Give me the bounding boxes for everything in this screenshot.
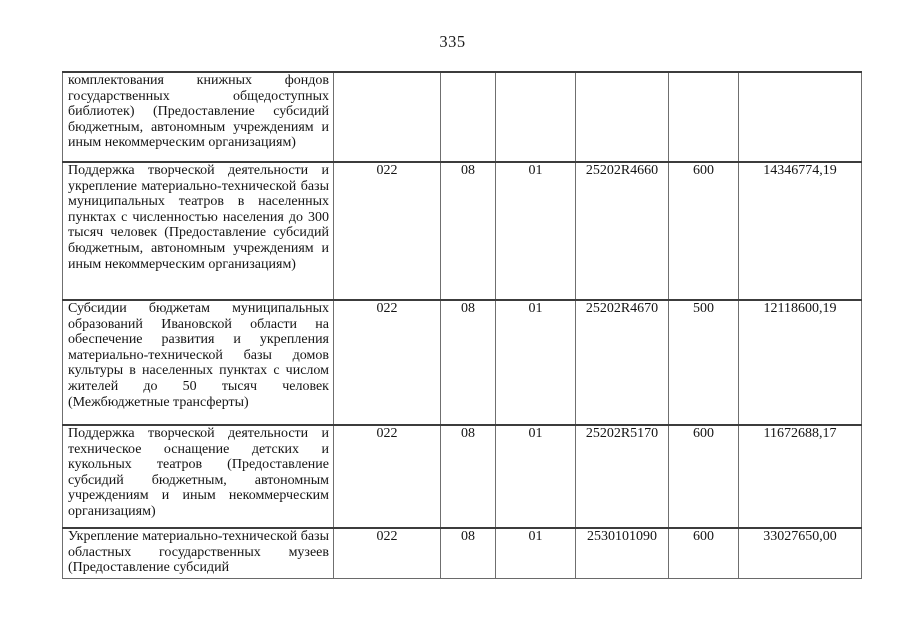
budget-table [62, 71, 862, 579]
code-cell: 022 [334, 528, 441, 578]
code-cell [334, 72, 441, 162]
table-row [63, 162, 862, 300]
table-row [63, 425, 862, 528]
amount-cell [739, 72, 862, 162]
table-row [63, 72, 862, 162]
table-row [63, 528, 862, 578]
program-name-cell: Субсидии бюджетам муниципальных образований Ивановской области на обеспечение развития и укрепления материально-технической базы домов культуры в населенных пунктах с числом жителей до 50 тысяч человек (Межбюджетные трансферты) [63, 300, 334, 425]
code-cell: 08 [441, 528, 496, 578]
code-cell: 01 [496, 300, 576, 425]
program-name-cell: Поддержка творческой деятельности и укрепление материально-технической базы муниципальных театров в населенных пунктах с численностью населения до 300 тысяч человек (Предоставление субсидий бюджетным, автономным учреждениям и иным некоммерческим организациям) [63, 162, 334, 300]
code-cell: 022 [334, 300, 441, 425]
expense-type-cell: 500 [669, 300, 739, 425]
code-cell: 022 [334, 425, 441, 528]
target-code-cell: 25202R5170 [576, 425, 669, 528]
expense-type-cell: 600 [669, 162, 739, 300]
expense-type-cell [669, 72, 739, 162]
program-name-cell: комплектования книжных фондов государственных общедоступных библиотек) (Предоставление субсидий бюджетным, автономным учреждениям и иным некоммерческим организациям) [63, 72, 334, 162]
code-cell [496, 72, 576, 162]
code-cell: 01 [496, 425, 576, 528]
code-cell: 022 [334, 162, 441, 300]
code-cell: 08 [441, 300, 496, 425]
amount-cell: 12118600,19 [739, 300, 862, 425]
amount-cell: 33027650,00 [739, 528, 862, 578]
code-cell [441, 72, 496, 162]
expense-type-cell: 600 [669, 528, 739, 578]
target-code-cell: 25202R4660 [576, 162, 669, 300]
program-name-cell: Укрепление материально-технической базы областных государственных музеев (Предоставление субсидий [63, 528, 334, 578]
table-row [63, 300, 862, 425]
amount-cell: 11672688,17 [739, 425, 862, 528]
amount-cell: 14346774,19 [739, 162, 862, 300]
page-number: 335 [439, 32, 466, 51]
target-code-cell [576, 72, 669, 162]
target-code-cell: 2530101090 [576, 528, 669, 578]
program-name-cell: Поддержка творческой деятельности и техническое оснащение детских и кукольных театров (Предоставление субсидий бюджетным, автономным учреждениям и иным некоммерческим организациям) [63, 425, 334, 528]
code-cell: 08 [441, 162, 496, 300]
code-cell: 01 [496, 162, 576, 300]
expense-type-cell: 600 [669, 425, 739, 528]
target-code-cell: 25202R4670 [576, 300, 669, 425]
code-cell: 08 [441, 425, 496, 528]
code-cell: 01 [496, 528, 576, 578]
